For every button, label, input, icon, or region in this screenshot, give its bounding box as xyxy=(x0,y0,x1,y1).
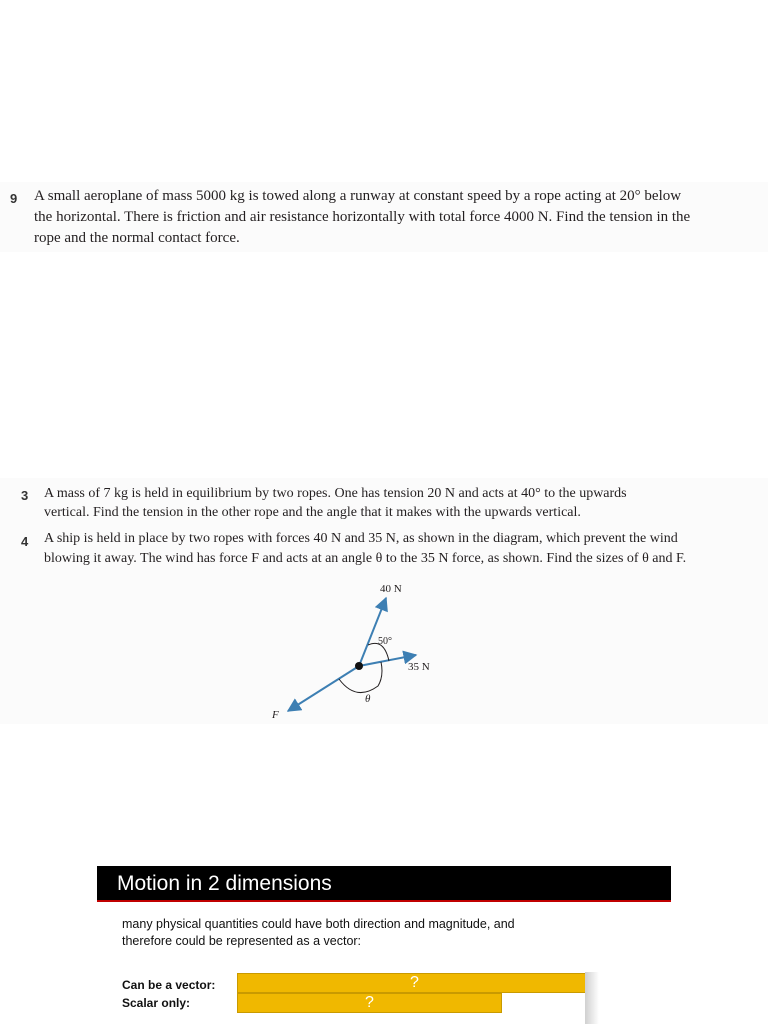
label-40n: 40 N xyxy=(380,583,402,595)
vector-answer-box[interactable]: ? xyxy=(237,973,592,993)
slide-body-text: many physical quantities could have both direction and magnitude, and therefore could be represented as a vector: xyxy=(122,917,515,948)
question-4-line-1: A ship is held in place by two ropes with forces 40 N and 35 N, as shown in the diagram, which prevent the wind xyxy=(44,531,678,546)
label-theta: θ xyxy=(365,693,371,705)
vector-row-label: Can be a vector: xyxy=(122,978,216,992)
question-9-line-3: rope and the normal contact force. xyxy=(34,230,240,246)
label-f: F xyxy=(272,709,279,721)
scalar-row-label: Scalar only: xyxy=(122,996,191,1010)
question-number: 9 xyxy=(10,191,18,206)
question-9-line-1: A small aeroplane of mass 5000 kg is towed along a runway at constant speed by a rope acting at 20° below xyxy=(34,188,682,204)
slide-title-bar xyxy=(97,866,671,902)
question-number: 4 xyxy=(21,534,29,549)
question-9-block xyxy=(0,182,768,252)
question-3-line-1: A mass of 7 kg is held in equilibrium by two ropes. One has tension 20 N and acts at 40° to the upwards xyxy=(44,486,627,501)
force-40n-arrow xyxy=(359,598,386,666)
slide-shadow xyxy=(585,972,599,1024)
ship-point xyxy=(355,662,363,670)
question-3-line-2: vertical. Find the tension in the other rope and the angle that it makes with the upwards vertical. xyxy=(44,505,581,520)
question-4-line-2: blowing it away. The wind has force F and acts at an angle θ to the 35 N force, as shown. Find the sizes of θ and F. xyxy=(44,551,687,566)
scalar-answer-box[interactable]: ? xyxy=(237,993,502,1013)
slide-title: Motion in 2 dimensions xyxy=(117,872,332,895)
label-35n: 35 N xyxy=(408,661,430,673)
label-50-degrees: 50° xyxy=(378,636,392,647)
question-9-line-2: the horizontal. There is friction and air resistance horizontally with total force 4000 N. Find the tension in the xyxy=(34,209,691,225)
questions-3-4-block xyxy=(0,478,768,724)
question-number: 3 xyxy=(21,488,29,503)
force-diagram xyxy=(0,478,768,724)
